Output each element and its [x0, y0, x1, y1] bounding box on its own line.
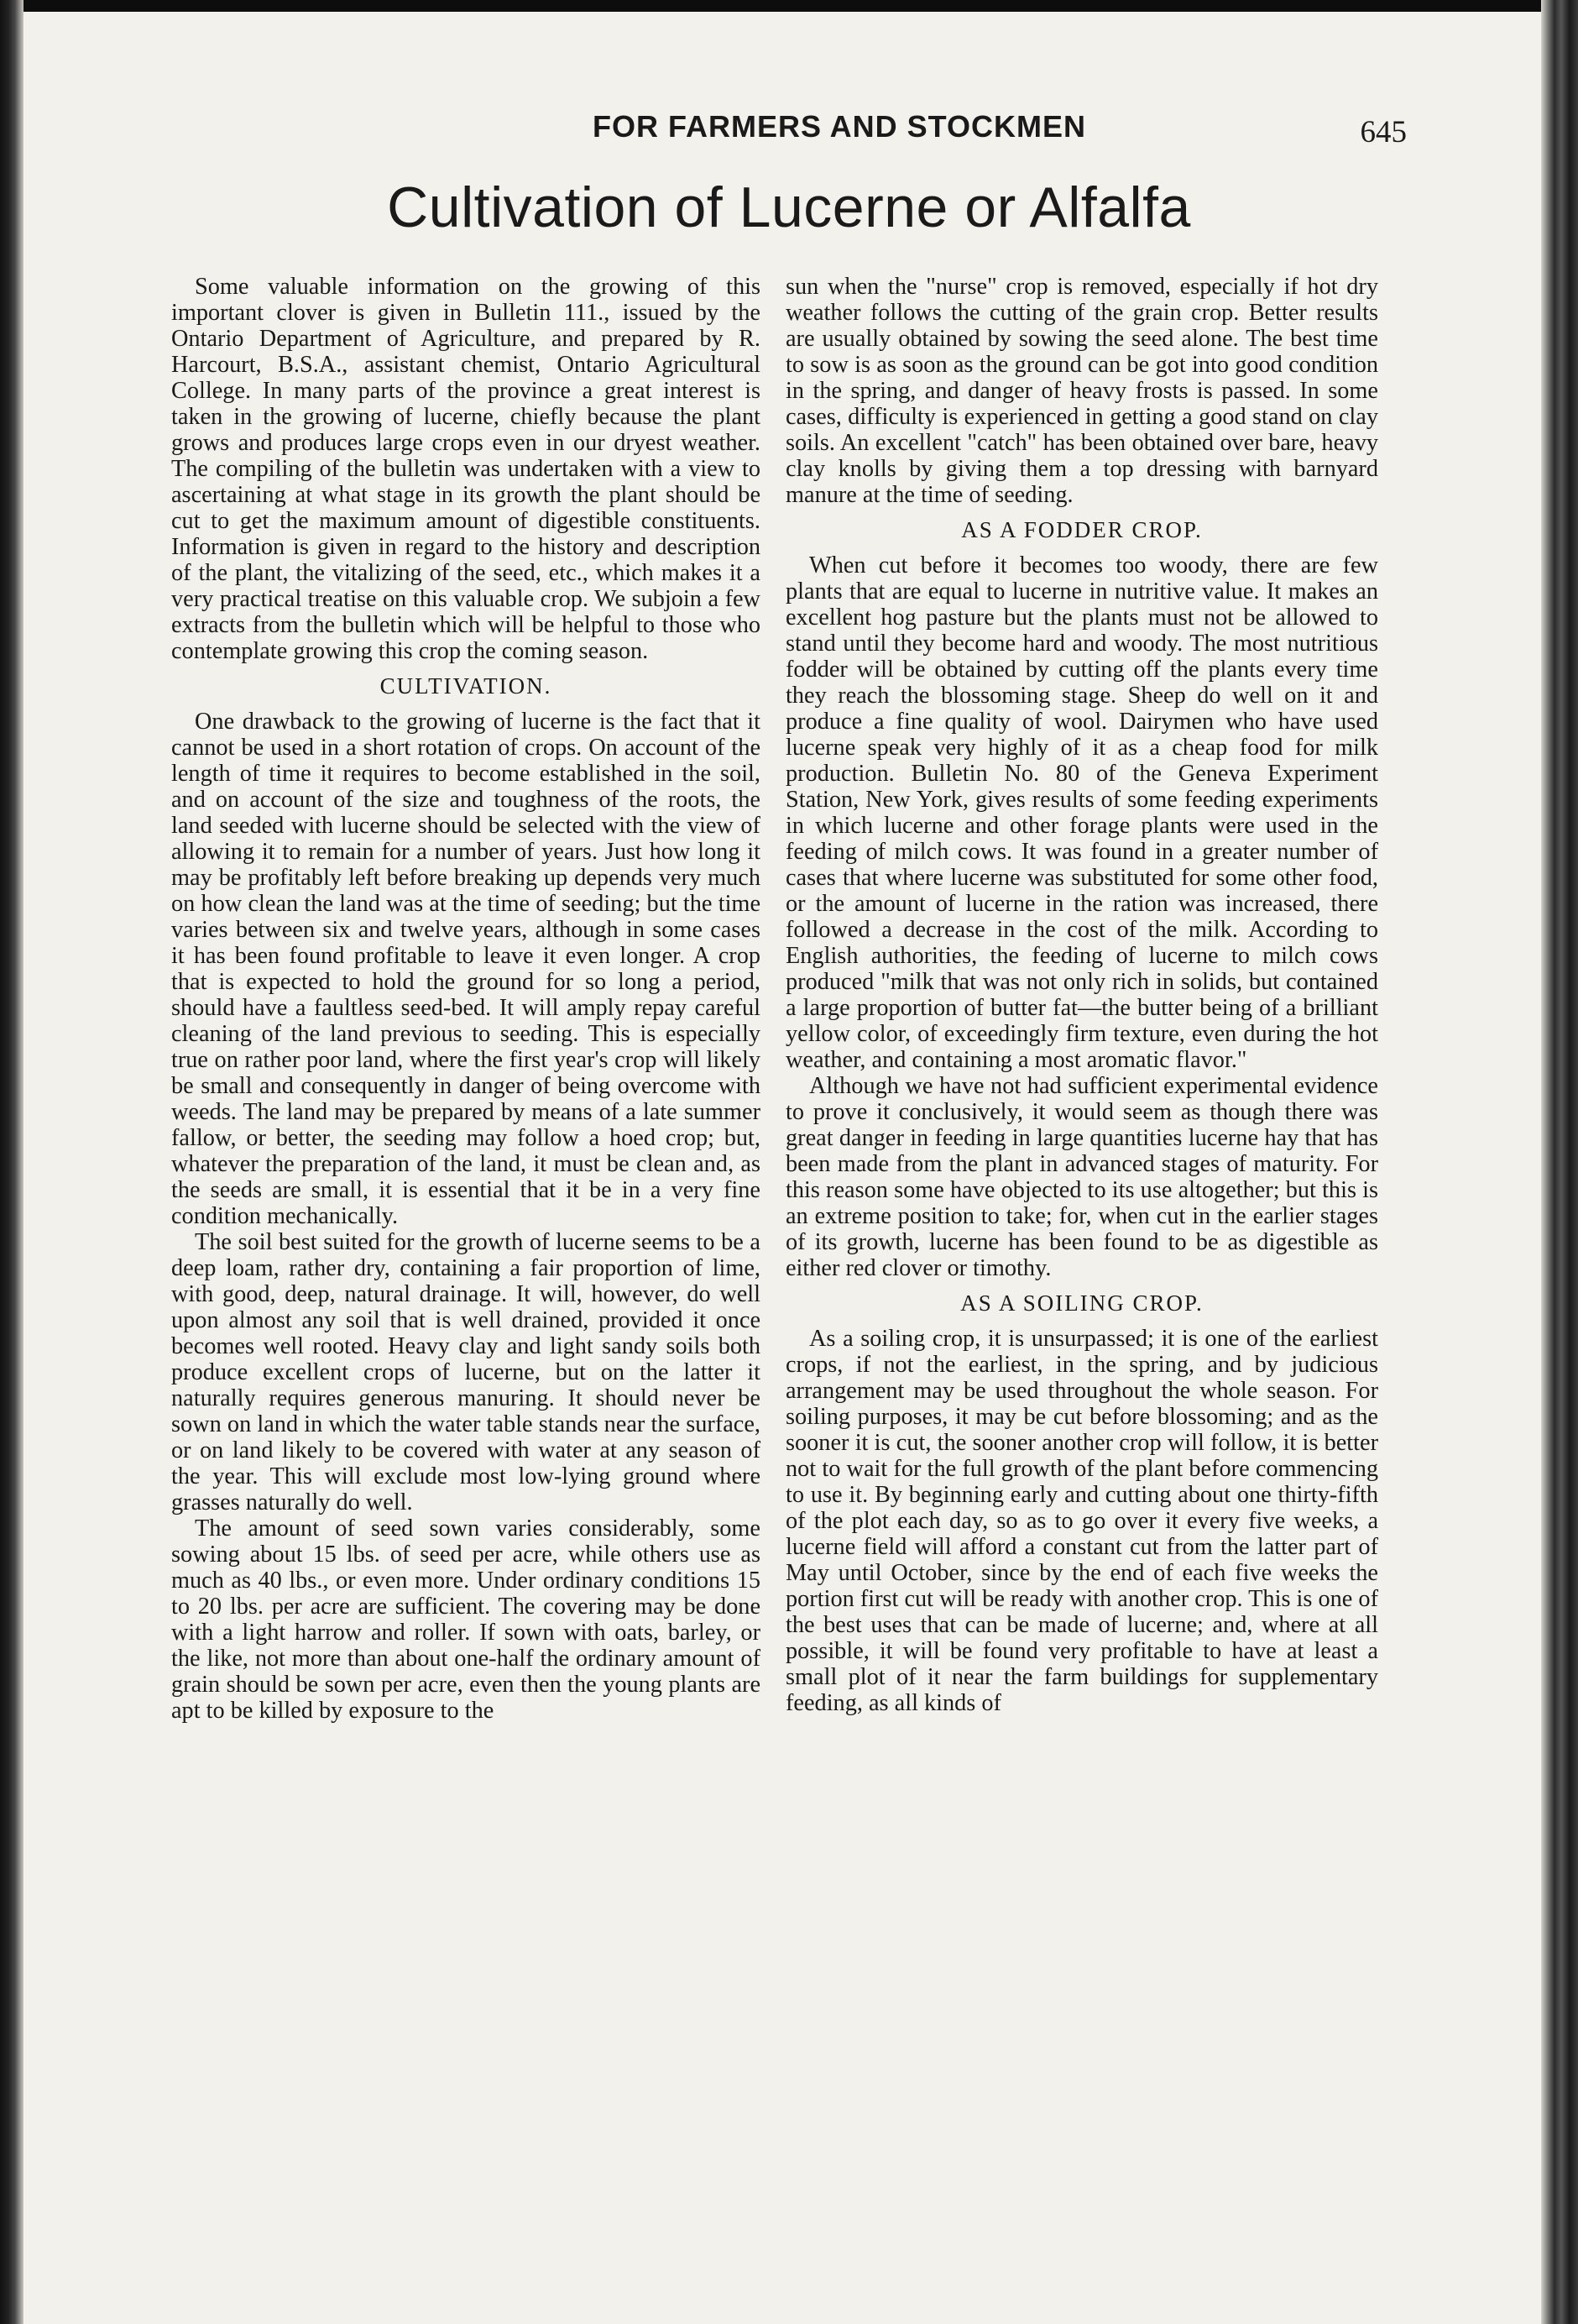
section-heading-soiling: AS A SOILING CROP. [960, 1290, 1204, 1316]
page-number: 645 [1360, 115, 1407, 149]
fodder-paragraph-2: Although we have not had sufficient experimental evidence to prove it conclusively, it would seem as though there was great danger in feeding in large quantities lucerne hay that has been made from the plant in advanced stages of maturity. For this reason some have objected to its use altogether; but this is an extreme position to take; for, when cut in the earlier stages of its growth, lucerne has been found to be as digestible as either red clover or timothy. [786, 1073, 1378, 1281]
section-heading-cultivation: CULTIVATION. [379, 673, 552, 699]
right-column [786, 274, 1378, 1716]
intro-paragraph: Some valuable information on the growing of this important clover is given in Bulletin 111., issued by the Ontario Department of Agriculture, and prepared by R. Harcourt, B.S.A., assistant chemist, Ontario Agricultural College. In many parts of the province a great interest is taken in the growing of lucerne, chiefly because the plant grows and produces large crops even in our dryest weather. The compiling of the bulletin was undertaken with a view to ascertaining at what stage in its growth the plant should be cut to get the maximum amount of digestible constituents. Information is given in regard to the history and description of the plant, the vitalizing of the seed, etc., which makes it a very practical treatise on this valuable crop. We subjoin a few extracts from the bulletin which will be helpful to those who contemplate growing this crop the coming season. [171, 274, 760, 664]
soiling-paragraph-1: As a soiling crop, it is unsurpassed; it is one of the earliest crops, if not the earliest, in the spring, and by judicious arrangement may be used throughout the whole season. For soiling purposes, it may be cut before blossoming; and as the sooner it is cut, the sooner another crop will follow, it is better not to wait for the full growth of the plant before commencing to use it. By beginning early and cutting about one thirty-fifth of the plot each day, so as to go over it every five weeks, a lucerne field will afford a constant cut from the latter part of May until October, since by the end of each five weeks the portion first cut will be ready with another crop. This is one of the best uses that can be made of lucerne; and, where at all possible, it will be found very profitable to have at least a small plot of it near the farm buildings for supplementary feeding, as all kinds of [786, 1326, 1378, 1716]
left-column [171, 274, 760, 1724]
scan-binding-edge [0, 0, 24, 2324]
cultivation-paragraph-3: The amount of seed sown varies considerably, some sowing about 15 lbs. of seed per acre, while others use as much as 40 lbs., or even more. Under ordinary conditions 15 to 20 lbs. per acre are sufficient. The covering may be done with a light harrow and roller. If sown with oats, barley, or the like, not more than about one-half the ordinary amount of grain should be sown per acre, even then the young plants are apt to be killed by exposure to the [171, 1515, 760, 1724]
fodder-paragraph-1: When cut before it becomes too woody, there are few plants that are equal to lucerne in nutritive value. It makes an excellent hog pasture but the plants must not be allowed to stand until they become hard and woody. The most nutritious fodder will be obtained by cutting off the plants every time they reach the blossoming stage. Sheep do well on it and produce a fine quality of wool. Dairymen who have used lucerne speak very highly of it as a cheap food for milk production. Bulletin No. 80 of the Geneva Experiment Station, New York, gives results of some feeding experiments in which lucerne and other forage plants were used in the feeding of milch cows. It was found in a greater number of cases that where lucerne was substituted for some other food, or the amount of lucerne in the ration was increased, there followed a decrease in the cost of the milk. According to English authorities, the feeding of lucerne to milch cows produced "milk that was not only rich in solids, but contained a large proportion of butter fat—the butter being of a brilliant yellow color, of exceedingly firm texture, even during the hot weather, and containing a most aromatic flavor." [786, 552, 1378, 1073]
running-head: FOR FARMERS AND STOCKMEN [592, 109, 1086, 144]
scan-page-edge [1541, 0, 1578, 2324]
scan-top-border [0, 0, 1578, 12]
continuation-paragraph: sun when the "nurse" crop is removed, especially if hot dry weather follows the cutting of the grain crop. Better results are usually obtained by sowing the seed alone. The best time to sow is as soon as the ground can be got into good condition in the spring, and danger of heavy frosts is passed. In some cases, difficulty is experienced in getting a good stand on clay soils. An excellent "catch" has been obtained over bare, heavy clay knolls by giving them a top dressing with barnyard manure at the time of seeding. [786, 274, 1378, 508]
section-heading-fodder: AS A FODDER CROP. [961, 517, 1203, 542]
cultivation-paragraph-1: One drawback to the growing of lucerne is the fact that it cannot be used in a short rotation of crops. On account of the length of time it requires to become established in the soil, and on account of the size and toughness of the roots, the land seeded with lucerne should be selected with the view of allowing it to remain for a number of years. Just how long it may be profitably left before breaking up depends very much on how clean the land was at the time of seeding; but the time varies between six and twelve years, although in some cases it has been found profitable to leave it even longer. A crop that is expected to hold the ground for so long a period, should have a faultless seed-bed. It will amply repay careful cleaning of the land previous to seeding. This is especially true on rather poor land, where the first year's crop will likely be small and consequently in danger of being overcome with weeds. The land may be prepared by means of a late summer fallow, or better, the seeding may follow a hoed crop; but, whatever the preparation of the land, it must be clean and, as the seeds are small, it is essential that it be in a very fine condition mechanically. [171, 709, 760, 1229]
article-title: Cultivation of Lucerne or Alfalfa [387, 175, 1191, 239]
cultivation-paragraph-2: The soil best suited for the growth of lucerne seems to be a deep loam, rather dry, containing a fair proportion of lime, with good, deep, natural drainage. It will, however, do well upon almost any soil that is well drained, provided it once becomes well rooted. Heavy clay and light sandy soils both produce excellent crops of lucerne, but on the latter it naturally requires generous manuring. It should never be sown on land in which the water table stands near the surface, or on land likely to be covered with water at any season of the year. This will exclude most low-lying ground where grasses naturally do well. [171, 1229, 760, 1515]
